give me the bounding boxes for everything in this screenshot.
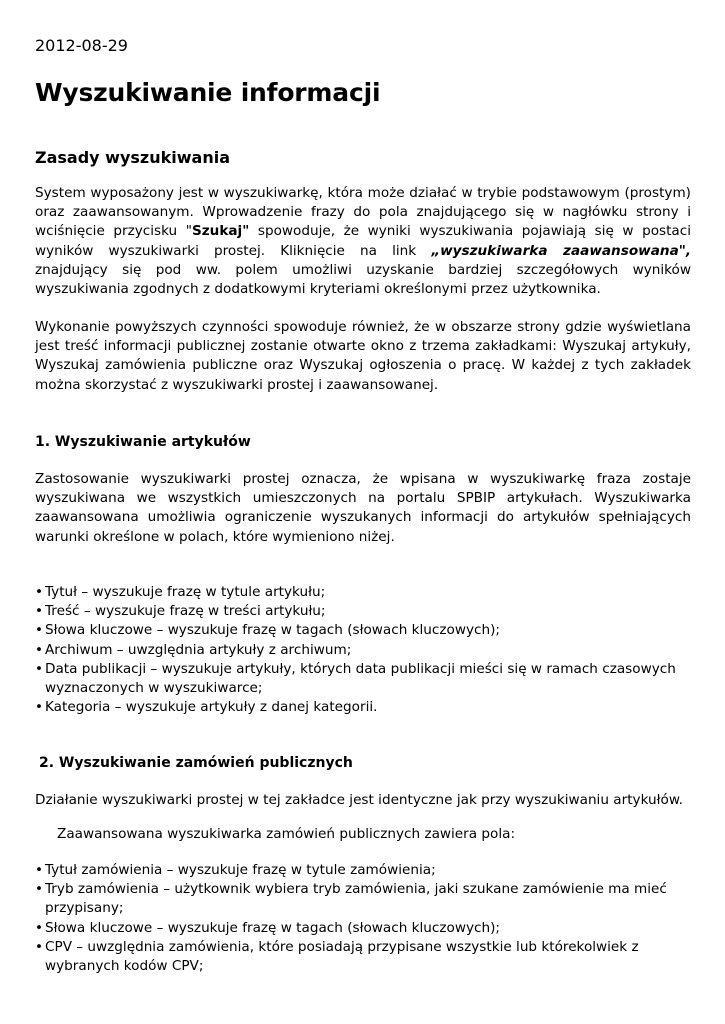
list-item-continuation: wyznaczonych w wyszukiwarce;	[45, 680, 263, 697]
section-2-paragraph-2: Zaawansowana wyszukiwarka zamówień publicznych zawiera pola:	[57, 826, 516, 842]
rules-paragraph-2: Wykonanie powyższych czynności spowoduje również, że w obszarze strony gdzie wyświetlana jest treść informacji publicznej zostanie otwarte okno z trzema zakładkami: Wyszukaj artykuły, Wyszukaj zamówienia publiczne oraz Wyszukaj ogłoszenia o pracę. W każdej z tych zakładek można skorzystać z wyszukiwarki prostej i zaawansowanej.	[35, 319, 691, 393]
article-fields-list	[35, 583, 691, 717]
list-item-continuation: wybranych kodów CPV;	[45, 958, 204, 975]
rules-heading: Zasady wyszukiwania	[35, 148, 230, 167]
rules-p1-text-c: znajdujący się pod ww. polem umożliwi uzyskanie bardziej szczegółowych wyników wyszukiwania zgodnych z dodatkowymi kryteriami określonymi przez użytkownika.	[35, 261, 691, 298]
list-item	[35, 938, 691, 976]
list-item-text: CPV – uwzględnia zamówienia, które posiadają przypisane wszystkie lub którekolwiek z	[45, 938, 639, 955]
list-item: • Tytuł – wyszukuje frazę w tytule artykułu;	[35, 583, 691, 602]
advanced-search-link-reference: „wyszukiwarka zaawansowana",	[431, 242, 691, 259]
list-item-continuation: przypisany;	[45, 900, 124, 917]
page-title: Wyszukiwanie informacji	[35, 78, 381, 107]
list-item: • Słowa kluczowe – wyszukuje frazę w tagach (słowach kluczowych);	[35, 621, 691, 640]
section-2-heading: 2. Wyszukiwanie zamówień publicznych	[39, 755, 353, 771]
search-button-reference: Szukaj"	[191, 223, 250, 240]
procurement-fields-list	[35, 861, 691, 976]
list-item	[35, 660, 691, 698]
list-item-text: Data publikacji – wyszukuje artykuły, których data publikacji mieści się w ramach czasowych	[45, 660, 676, 677]
list-item	[35, 880, 691, 918]
rules-p1-text-a: System wyposażony jest w wyszukiwarkę, która może działać w trybie podstawowym (prostym) oraz zaawansowanym. Wprowadzenie frazy do pola znajdującego się w nagłówku strony i wciśnięcie przycisku "	[35, 185, 691, 240]
list-item: • Archiwum – uwzględnia artykuły z archiwum;	[35, 641, 691, 660]
list-item: • Słowa kluczowe – wyszukuje frazę w tagach (słowach kluczowych);	[35, 919, 691, 938]
list-item: • Kategoria – wyszukuje artykuły z danej kategorii.	[35, 698, 691, 717]
section-1-heading: 1. Wyszukiwanie artykułów	[35, 434, 251, 450]
list-item-text: Tryb zamówienia – użytkownik wybiera tryb zamówienia, jaki szukane zamówienie ma mieć	[45, 881, 667, 898]
rules-p1-text-b: spowoduje, że wyniki wyszukiwania pojawiają się w postaci wyników wyszukiwarki prostej. Kliknięcie na link	[35, 223, 692, 259]
list-item: • Treść – wyszukuje frazę w treści artykułu;	[35, 602, 691, 621]
document-date: 2012-08-29	[35, 36, 128, 55]
list-item: • Tytuł zamówienia – wyszukuje frazę w tytule zamówienia;	[35, 861, 691, 880]
section-1-paragraph: Zastosowanie wyszukiwarki prostej oznacza, że wpisana w wyszukiwarkę fraza zostaje wyszukiwana we wszystkich umieszczonych na portalu SPBIP artykułach. Wyszukiwarka zaawansowana umożliwia ograniczenie wyszukanych informacji do artykułów spełniających warunki określone w polach, które wymieniono niżej.	[35, 471, 691, 545]
section-2-paragraph-1: Działanie wyszukiwarki prostej w tej zakładce jest identyczne jak przy wyszukiwaniu artykułów.	[35, 792, 684, 808]
rules-paragraph-1	[35, 184, 691, 299]
